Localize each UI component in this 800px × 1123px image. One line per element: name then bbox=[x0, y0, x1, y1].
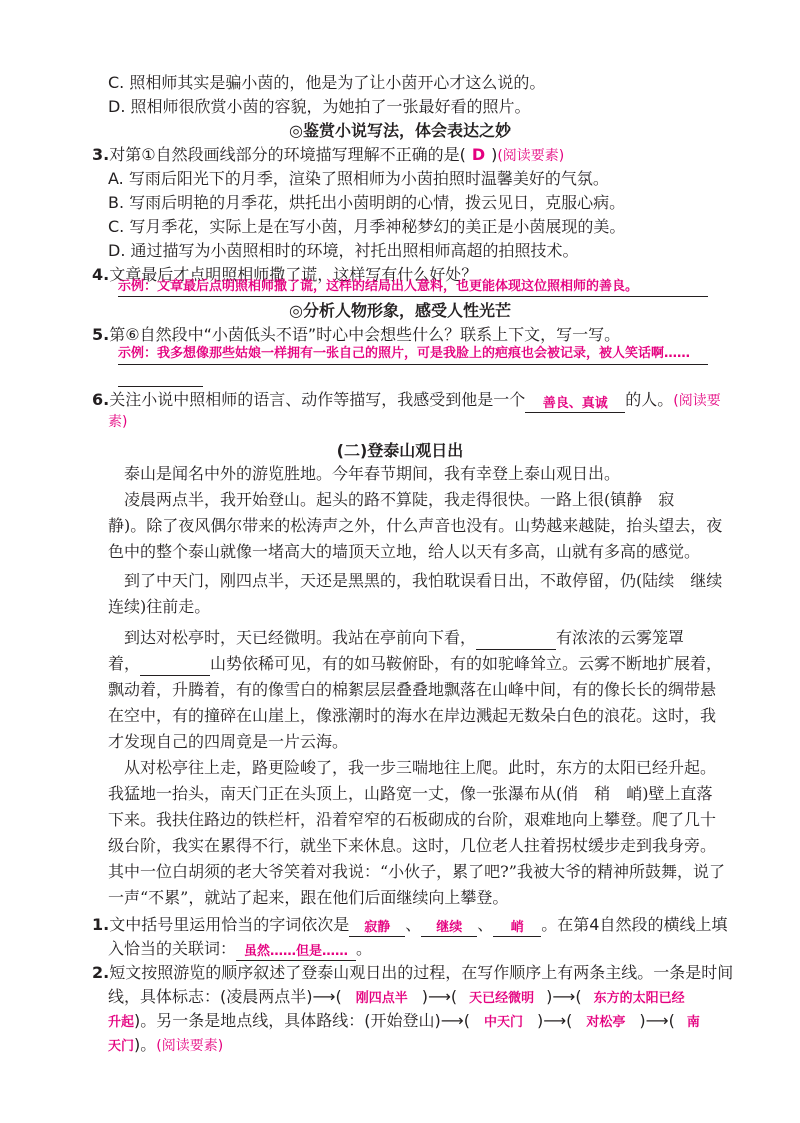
reading-tag: (阅读要素) bbox=[497, 148, 565, 164]
q2-option-c: C. 照相师其实是骗小茵的，他是为了让小茵开心才这么说的。 bbox=[108, 73, 546, 92]
question-text: 的人。 bbox=[625, 390, 674, 409]
paragraph-3-line-1: 到了中天门，刚四点半，天还是黑黑的，我怕耽误看日出，不敢停留，仍(陆续 继续 bbox=[124, 571, 723, 590]
separator: 、 bbox=[405, 915, 422, 934]
time-marker-3-cont: 升起 bbox=[108, 1015, 135, 1030]
time-marker-3: 东方的太阳已经 bbox=[593, 991, 685, 1006]
answer-line bbox=[118, 296, 708, 297]
text: 到达对松亭时，天已经微明。我站在亭前向下看， bbox=[124, 628, 477, 647]
question-text: 短文按照游览的顺序叙述了登泰山观日出的过程，在写作顺序上有两条主线。一条是时间 bbox=[109, 963, 734, 982]
q6-answer: 善良、真诚 bbox=[542, 396, 608, 411]
answer-4: 虽然……但是…… bbox=[244, 944, 349, 959]
question-number: 3. bbox=[92, 145, 110, 164]
answer-1: 寂静 bbox=[364, 920, 391, 935]
answer-line bbox=[118, 364, 708, 365]
question-2-line-3: 升起)。另一条是地点线，具体路线：(开始登山)⟶( 中天门 )⟶( 对松亭 )⟶( 南 bbox=[108, 1009, 700, 1035]
place-marker-1: 中天门 bbox=[483, 1015, 523, 1030]
question-1 bbox=[92, 913, 727, 937]
question-text: 入恰当的关联词： bbox=[108, 939, 237, 958]
arrow-icon: ⟶ bbox=[440, 1011, 464, 1030]
arrow-icon: ⟶ bbox=[552, 987, 576, 1006]
paragraph-5-line-5: 其中一位白胡须的老大爷笑着对我说：“小伙子，累了吧?”我被大爷的精神所鼓舞，说了 bbox=[108, 862, 725, 881]
q6-answer-blank bbox=[525, 392, 625, 413]
question-text: 文章最后才点明照相师撒了谎，这样写有什么好处？ bbox=[109, 265, 478, 284]
answer-2: 继续 bbox=[436, 920, 463, 935]
place-marker-3-cont: 天门 bbox=[108, 1039, 135, 1054]
answer-blank bbox=[349, 916, 405, 937]
text: 着， bbox=[108, 654, 141, 673]
paragraph-5-line-1: 从对松亭往上走，路更险峻了，我一步三喘地往上爬。此时，东方的太阳已经升起。 bbox=[124, 758, 717, 777]
question-text: )。 bbox=[134, 1035, 157, 1054]
paragraph-5-line-4: 级台阶，我实在累得不行，就坐下来休息。这时，几位老人拄着拐杖缓步走到我身旁。 bbox=[108, 836, 717, 855]
question-2-line-4-final bbox=[108, 1033, 223, 1059]
paragraph-5-line-6: 一声“不累”，就站了起来，跟在他们后面继续向上攀登。 bbox=[108, 888, 509, 907]
paragraph-2-line-2: 静)。除了夜风偶尔带来的松涛声之外，什么声音也没有。山势越来越陡，抬头望去，夜 bbox=[108, 516, 723, 535]
reading-tag-cont: 素) bbox=[108, 414, 128, 430]
question-2 bbox=[92, 961, 733, 985]
question-number: 2. bbox=[92, 963, 110, 982]
question-text: 第⑥自然段中“小茵低头不语”时心中会想些什么？联系上下文，写一写。 bbox=[109, 325, 621, 344]
text: 山势依稀可见，有的如马鞍俯卧，有的如驼峰耸立。云雾不断地扩展着， bbox=[210, 654, 723, 673]
question-number: 4. bbox=[92, 265, 110, 284]
answer-blank bbox=[236, 940, 356, 961]
question-3 bbox=[92, 143, 564, 168]
answer-blank bbox=[493, 916, 541, 937]
question-text: 关注小说中照相师的语言、动作等描写，我感受到他是一个 bbox=[109, 390, 526, 409]
answer-choice: D bbox=[471, 145, 486, 164]
time-marker-1: 刚四点半 bbox=[355, 991, 408, 1006]
q3-option-a: A. 写雨后阳光下的月季，渲染了照相师为小茵拍照时温馨美好的气氛。 bbox=[108, 169, 609, 188]
question-text: )。另一条是地点线，具体路线：(开始登山) bbox=[134, 1011, 441, 1030]
answer-blank bbox=[421, 916, 477, 937]
q5-answer: 示例：我多想像那些姑娘一样拥有一张自己的照片，可是我脸上的疤痕也会被记录，被人笑话啊…… bbox=[118, 346, 691, 361]
question-number: 6. bbox=[92, 390, 110, 409]
section-heading-character: ◎分析人物形象，感受人性光芒 bbox=[289, 301, 511, 320]
paragraph-1: 泰山是闻名中外的游览胜地。今年春节期间，我有幸登上泰山观日出。 bbox=[124, 464, 621, 483]
question-2-line-2: 线，具体标志：(凌晨两点半)⟶( 刚四点半 )⟶( 天已经微明 )⟶( 东方的太阳已经 bbox=[108, 985, 685, 1011]
question-text: 线，具体标志：(凌晨两点半) bbox=[108, 987, 313, 1006]
question-6 bbox=[92, 388, 721, 413]
q3-option-b: B. 写雨后明艳的月季花，烘托出小茵明朗的心情，拨云见日，克服心病。 bbox=[108, 193, 626, 212]
paragraph-5-line-2: 我猛地一抬头，南天门正在头顶上，山路宽一丈，像一张瀑布从(俏 稍 峭)壁上直落 bbox=[108, 784, 713, 803]
paragraph-4-line-2 bbox=[108, 652, 722, 676]
paragraph-2-line-1: 凌晨两点半，我开始登山。起头的路不算陡，我走得很快。一路上很(镇静 寂 bbox=[124, 490, 675, 509]
paragraph-4-line-1 bbox=[124, 626, 684, 650]
separator: 、 bbox=[477, 915, 494, 934]
question-1-cont bbox=[108, 937, 372, 961]
fill-blank-1 bbox=[476, 633, 556, 650]
bracket-close: ) bbox=[491, 145, 498, 164]
q3-option-d: D. 通过描写为小茵照相时的环境，衬托出照相师高超的拍照技术。 bbox=[108, 241, 579, 260]
passage-title: (二)登泰山观日出 bbox=[336, 441, 464, 460]
section-heading-writing: ◎鉴赏小说写法，体会表达之妙 bbox=[289, 121, 511, 140]
question-number: 5. bbox=[92, 325, 110, 344]
question-text: 。在第4自然段的横线上填 bbox=[541, 915, 728, 934]
answer-line bbox=[118, 386, 203, 387]
question-text: 对第①自然段画线部分的环境描写理解不正确的是( bbox=[109, 145, 466, 164]
reading-tag: (阅读要 bbox=[673, 393, 721, 409]
fill-blank-2 bbox=[140, 659, 210, 676]
question-number: 1. bbox=[92, 915, 110, 934]
paragraph-4-line-4: 在空中，有的撞碎在山崖上，像涨潮时的海水在岸边溅起无数朵白色的浪花。这时，我 bbox=[108, 706, 717, 725]
paragraph-4-line-5: 才发现自己的四周竟是一片云海。 bbox=[108, 732, 349, 751]
period: 。 bbox=[356, 939, 373, 958]
paragraph-3-line-2: 连续)往前走。 bbox=[108, 597, 211, 616]
place-marker-2: 对松亭 bbox=[586, 1015, 626, 1030]
answer-3: 峭 bbox=[510, 920, 524, 935]
reading-tag: (阅读要素) bbox=[156, 1038, 224, 1054]
q2-option-d: D. 照相师很欣赏小茵的容貌，为她拍了一张最好看的照片。 bbox=[108, 97, 531, 116]
arrow-icon: ⟶ bbox=[427, 987, 451, 1006]
arrow-icon: ⟶ bbox=[312, 987, 336, 1006]
paragraph-5-line-3: 下来。我扶住路边的铁栏杆，沿着窄窄的石板砌成的台阶，艰难地向上攀登。爬了几十 bbox=[108, 810, 717, 829]
q4-answer: 示例：文章最后点明照相师撒了谎，这样的结局出人意料，也更能体现这位照相师的善良。 bbox=[118, 279, 639, 294]
text: 有浓浓的云雾笼罩 bbox=[556, 628, 685, 647]
arrow-icon: ⟶ bbox=[543, 1011, 567, 1030]
q3-option-c: C. 写月季花，实际上是在写小茵，月季神秘梦幻的美正是小茵展现的美。 bbox=[108, 217, 626, 236]
arrow-icon: ⟶ bbox=[645, 1011, 669, 1030]
paragraph-4-line-3: 飘动着，升腾着，有的像雪白的棉絮层层叠叠地飘落在山峰中间，有的像长长的绸带悬 bbox=[108, 680, 717, 699]
place-marker-3: 南 bbox=[686, 1015, 700, 1030]
paragraph-2-line-3: 色中的整个泰山就像一堵高大的墙顶天立地，给人以天有多高，山就有多高的感觉。 bbox=[108, 542, 701, 561]
question-text: 文中括号里运用恰当的字词依次是 bbox=[109, 915, 350, 934]
time-marker-2: 天已经微明 bbox=[469, 991, 535, 1006]
